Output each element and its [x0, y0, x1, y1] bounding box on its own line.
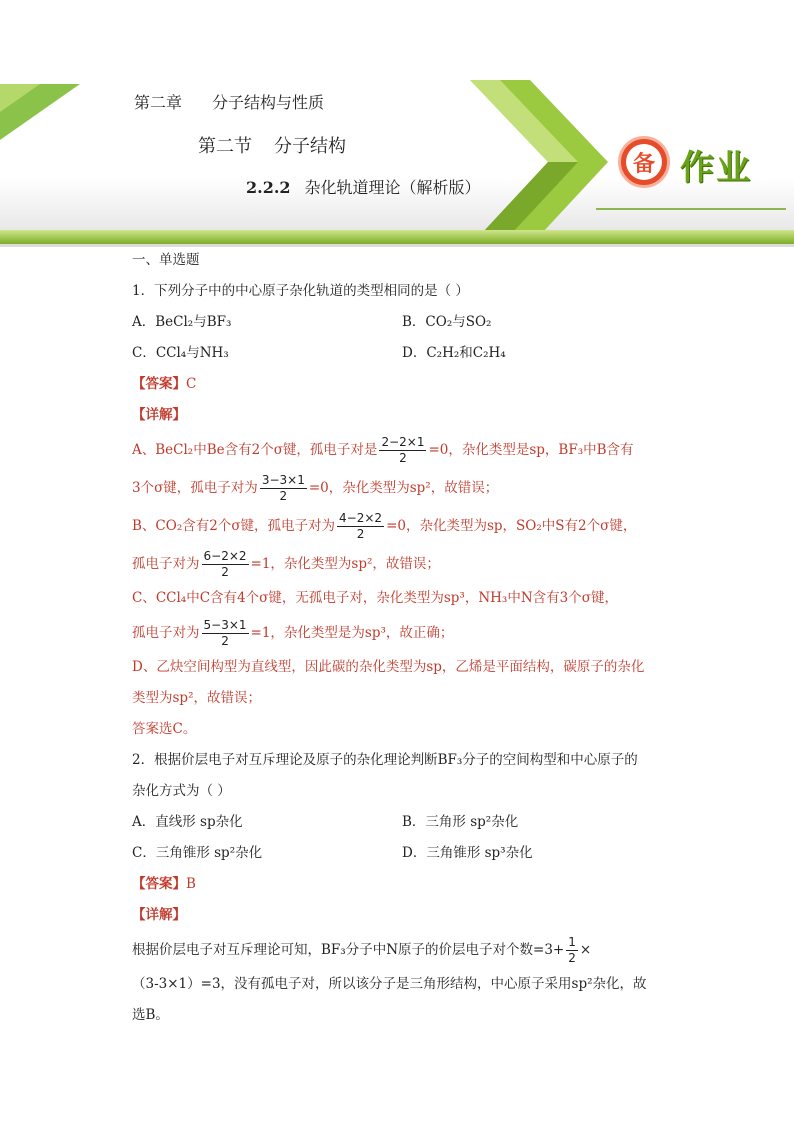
section-number: 第二节: [198, 136, 252, 157]
q1-explain-b-line1: [132, 507, 672, 545]
text-segment: =0，杂化类型为sp²，故错误；: [308, 480, 499, 496]
fraction-denominator: 2: [568, 951, 576, 965]
fraction-numerator: 1: [568, 935, 576, 949]
fraction-denominator: 2: [221, 634, 229, 648]
answer-value: C: [186, 376, 197, 392]
fraction-denominator: 2: [356, 527, 365, 541]
q2-options-row-1: [132, 807, 672, 838]
q2-explain-line2: （3-3×1）=3，没有孤电子对，所以该分子是三角形结构，中心原子采用sp²杂化，故: [132, 976, 647, 992]
fraction-numerator: 2−2×1: [381, 435, 425, 449]
q2-stem-line1: 2．根据价层电子对互斥理论及原子的杂化理论判断BF₃分子的空间构型和中心原子的: [132, 752, 638, 768]
q1-answer: [132, 369, 672, 400]
q2-explain-line3: 选B。: [132, 1007, 169, 1023]
header-banner: [0, 78, 794, 248]
q2-detail-label: 【详解】: [132, 907, 186, 923]
fraction-numerator: 3−3×1: [261, 473, 305, 487]
q1-explain-a-line1: [132, 431, 672, 469]
banner-graphic: [0, 78, 794, 248]
fraction-denominator: 2: [221, 565, 229, 579]
text-segment: B、CO₂含有2个σ键，孤电子对为: [132, 518, 336, 534]
q2-answer: [132, 869, 672, 900]
fraction: [337, 511, 384, 542]
fraction: [202, 549, 249, 580]
fraction-numerator: 4−2×2: [339, 511, 383, 525]
q1-conclusion: 答案选C。: [132, 721, 197, 737]
q1-explain-c-line1: C、CCl₄中C含有4个σ键，无孤电子对，杂化类型为sp³，NH₃中N含有3个σ键，: [132, 590, 618, 606]
brand-text: 作业: [680, 148, 752, 188]
bottom-green-bar: [0, 230, 794, 244]
badge-char: 备: [626, 144, 662, 180]
fraction: [566, 935, 578, 966]
q1-options-row-2: [132, 338, 672, 369]
fraction: [379, 435, 426, 466]
fraction-denominator: 2: [399, 451, 407, 465]
q1-option-b: B．CO₂与SO₂: [402, 314, 492, 330]
q1-explain-d-line2: 类型为sp²，故错误；: [132, 690, 261, 706]
q2-option-b: B．三角形 sp²杂化: [402, 814, 519, 830]
answer-label: 【答案】: [132, 376, 186, 392]
q1-detail-label: 【详解】: [132, 407, 186, 423]
text-segment: =0，杂化类型为sp，SO₂中S有2个σ键，: [386, 518, 637, 534]
text-segment: A、BeCl₂中Be含有2个σ键，孤电子对是: [132, 442, 378, 458]
fraction: [260, 473, 307, 504]
section-heading: [198, 132, 368, 158]
prep-badge-icon: [618, 136, 670, 188]
q2-option-a: A．直线形 sp杂化: [132, 814, 243, 830]
q2-stem-line2: 杂化方式为（ ）: [132, 783, 231, 799]
q1-explain-b-line2: [132, 545, 672, 583]
answer-value: B: [186, 876, 196, 892]
q1-options-row-1: [132, 307, 672, 338]
text-segment: 孤电子对为: [132, 625, 200, 641]
text-segment: 根据价层电子对互斥理论可知，BF₃分子中N原子的价层电子对个数=3+: [132, 942, 565, 958]
q2-options-row-2: [132, 838, 672, 869]
text-segment: ×: [579, 942, 592, 958]
fraction-denominator: 2: [279, 489, 288, 503]
text-segment: =1，杂化类型是为sp³，故正确；: [250, 625, 454, 641]
fraction: [202, 618, 249, 649]
topic-heading: [246, 175, 481, 198]
q1-explain-a-line2: [132, 469, 672, 507]
part-title: 一、单选题: [132, 252, 200, 268]
worksheet-content: [132, 245, 672, 1031]
text-segment: =0，杂化类型是sp，BF₃中B含有: [428, 442, 634, 458]
q2-explain-line1: [132, 931, 672, 969]
text-segment: =1，杂化类型为sp²，故错误；: [250, 556, 440, 572]
q1-option-a: A．BeCl₂与BF₃: [132, 314, 232, 330]
chapter-title: 分子结构与性质: [212, 93, 325, 112]
q1-stem: 1．下列分子中的中心原子杂化轨道的类型相同的是（ ）: [132, 283, 469, 299]
chapter-number: 第二章: [134, 93, 183, 112]
q2-option-c: C．三角锥形 sp²杂化: [132, 845, 263, 861]
fraction-numerator: 6−2×2: [203, 549, 247, 563]
fraction-numerator: 5−3×1: [203, 618, 247, 632]
topic-title: 杂化轨道理论（解析版）: [304, 178, 481, 197]
text-segment: 孤电子对为: [132, 556, 200, 572]
section-title: 分子结构: [274, 136, 346, 157]
q2-option-d: D．三角锥形 sp³杂化: [402, 845, 533, 861]
chapter-heading: [134, 90, 354, 113]
text-segment: 3个σ键，孤电子对为: [132, 480, 258, 496]
q1-explain-c-line2: [132, 614, 672, 652]
q1-explain-d-line1: D、乙炔空间构型为直线型，因此碳的杂化类型为sp，乙烯是平面结构，碳原子的杂化: [132, 659, 645, 675]
q1-option-c: C．CCl₄与NH₃: [132, 345, 229, 361]
answer-label: 【答案】: [132, 876, 186, 892]
topic-number: 2.2.2: [246, 178, 291, 197]
q1-option-d: D．C₂H₂和C₂H₄: [402, 345, 506, 361]
